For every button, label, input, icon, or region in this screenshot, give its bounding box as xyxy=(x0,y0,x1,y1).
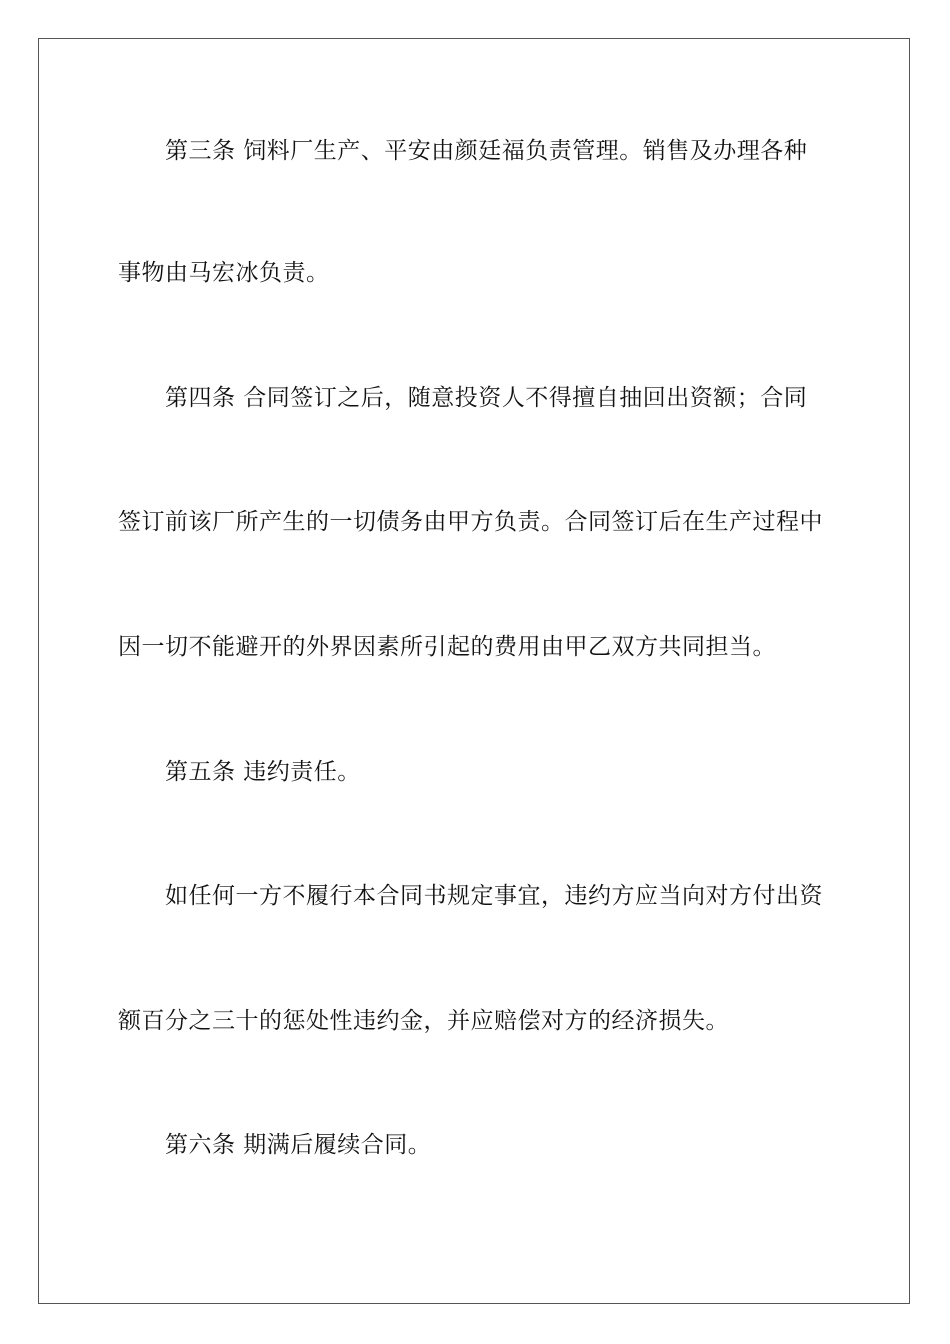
paragraph-article-5-heading: 第五条 违约责任。 xyxy=(165,759,361,785)
page-border xyxy=(38,38,910,1304)
paragraph-breach-line-2: 额百分之三十的惩处性违约金，并应赔偿对方的经济损失。 xyxy=(118,1008,729,1034)
paragraph-article-4-line-3: 因一切不能避开的外界因素所引起的费用由甲乙双方共同担当。 xyxy=(118,634,776,660)
paragraph-article-6-heading: 第六条 期满后履续合同。 xyxy=(165,1132,432,1158)
paragraph-article-3-line-1: 第三条 饲料厂生产、平安由颜廷福负责管理。销售及办理各种 xyxy=(165,138,808,164)
paragraph-article-4-line-1: 第四条 合同签订之后，随意投资人不得擅自抽回出资额；合同 xyxy=(165,385,808,411)
paragraph-breach-line-1: 如任何一方不履行本合同书规定事宜，违约方应当向对方付出资 xyxy=(165,883,823,909)
paragraph-article-3-line-2: 事物由马宏冰负责。 xyxy=(118,260,330,286)
paragraph-article-4-line-2: 签订前该厂所产生的一切债务由甲方负责。合同签订后在生产过程中 xyxy=(118,509,823,535)
